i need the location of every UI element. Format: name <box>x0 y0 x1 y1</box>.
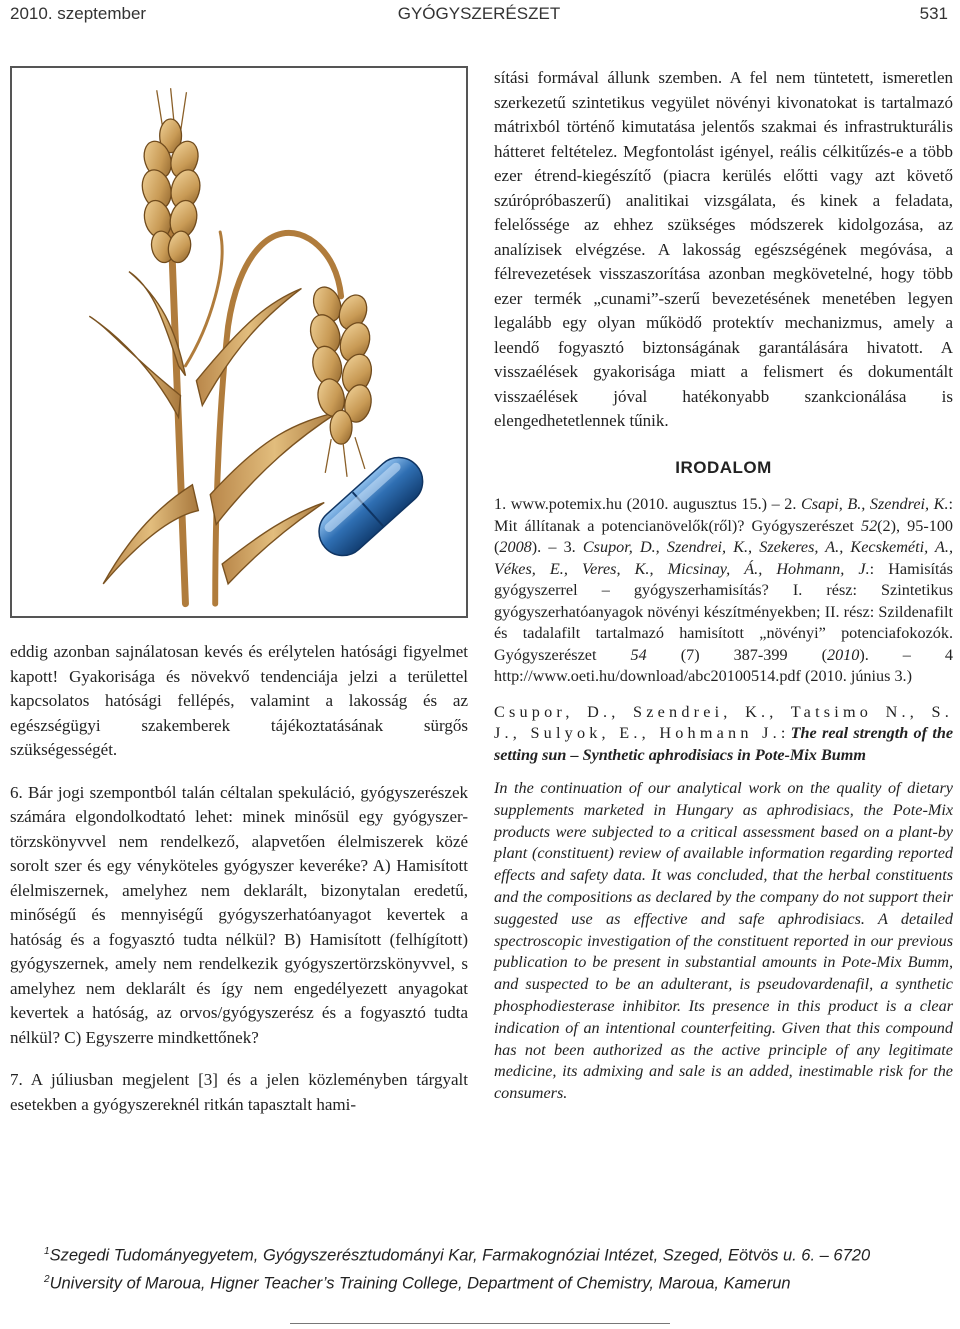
footnote-1-text: Szegedi Tudományegyetem, Gyógyszerésztudományi Kar, Farmakognóziai Intézet, Szeged, Eötvös u. 6. – 6720 <box>49 1246 871 1265</box>
footer-rule <box>290 1323 670 1324</box>
ref-1-text: 1. www.potemix.hu (2010. augusztus 15.) – 2. <box>494 495 801 513</box>
ref-3-authors: Csupor, D., Szendrei, K., Szekeres, A., Kecskeméti, A., Vékes, E., Veres, K., Micsinay, Á., Hohmann, J. <box>494 538 953 578</box>
ref-2-authors: Csapi, B., Szendrei, K. <box>800 495 949 513</box>
ref-2-volume: 52 <box>860 516 878 535</box>
left-paragraph-2: 6. Bár jogi szempontból talán céltalan spekuláció, gyógyszerészek számára elgondolkodtató lehet: minek minősül egy gyógyszer-törzskönyvvel nem rendelkező, alapvetően élelmiszerek közé sorolt szer és egy vényköteles gyógyszer keveréke? A) Hamisított élelmiszernek, amelyhez nem deklarált, bizonytalan eredetű, minőségű és mennyiségű gyógyszerhatóanyagot kevertek a hatóság és a fogyasztó tudta nélkül? B) Hamisított (felhígított) gyógyszernek, amely nem rendelkezik gyógyszertörzskönyvvel, s amelyhez nem deklarált és így nem engedélyezett anyagokat kevertek a hatóság, az orvos/gyógyszerész és a fogyasztó tudta nélkül? C) Egyszerre mindkettőnek? <box>10 782 468 1047</box>
right-column <box>494 66 953 1105</box>
header-page-number: 531 <box>919 4 948 23</box>
left-paragraph-1: eddig azonban sajnálatosan kevés és erélytelen hatósági figyelmet kapott! Gyakorisága és növekvő tendenciája jelzi a területtel kapcsolatos hatósági fellépés, valamint a lakosság és az egészségügyi szakemberek tájékoztatásának sürgős szükségességét. <box>10 642 468 759</box>
ref-2-text: : Mit állítanak a potencianövelők(ről)? Gyógyszerészet <box>494 495 953 535</box>
ref-2-issue: (2), 95-100 ( <box>494 516 954 556</box>
ref-3-year: 2010 <box>826 645 860 664</box>
illustration-svg <box>12 68 466 616</box>
running-header <box>10 2 948 28</box>
blue-capsule <box>309 448 432 566</box>
left-column <box>10 640 468 1117</box>
footnote-1 <box>44 1240 944 1268</box>
footnotes <box>44 1240 944 1295</box>
literature-heading: IRODALOM <box>675 457 772 477</box>
footnote-2 <box>44 1268 944 1296</box>
english-title: The real strength of the setting sun – Synthetic aphrodisiacs in Pote-Mix Bumm <box>494 724 954 764</box>
header-journal: GYÓGYSZERÉSZET <box>397 4 561 23</box>
right-paragraph-1: sítási formával állunk szemben. A fel nem tüntetett, ismeretlen szerkezetű szintetikus vegyület növényi kivonatokat is tartalmazó mátrixból történő kimutatása jelentős szakmai és infrastrukturális hátteret feltételez. Megfontolást igényel, reális célkitűzés-e a több ezer étrend-kiegészítő (piacra kerülés előtti vagy azt követő szúrópróbaszerű) analitikai vizsgálata, és kinek a feladata, felelőssége az ehhez szükséges módszerek kidolgozása, az analízisek elvégzése. A lakosság egészségének megóvása, a félrevezetések visszaszorítása azonban megkövetelné, hogy több ezer termék „cunami”-szerű bevezetésének menetében legyen legalább egy olyan működő protektív mechanizmus, amely a leendő fogyasztó biztonságának garantálására hivatott. A visszaélések gyakorisága miatt a felismert és dokumentált visszaélések jóval hatékonyabb szankcionálása is elengedhetetlennek tűnik. <box>494 68 953 430</box>
ref-2-end: ). – 3. <box>531 538 583 556</box>
english-abstract: In the continuation of our analytical work on the quality of dietary supplements marketed in Hungary as aphrodisiacs, the Pote-Mix products were subjected to a critical assessment based on a plant-by plant (constituent) review of available information regarding reported effects and safety data. It was concluded, that the herbal constituents and the compositions as declared by the company do not support their suggested use as effective and safe aphrodisiacs. A detailed spectroscopic investigation of the constituent reported in our previous publication to be present in substantial amounts in Pote-Mix Bumm, and suspected to be an adulterant, is pseudovardenafil, a synthetic phosphodiesterase inhibitor. Its presence in this product is a clear indication of an intentional counterfeiting. Given that this compound has not been authorized as the active principle of any legitimate medicine, its admixing and sale is an added, inestimable risk for the consumers. <box>494 779 953 1103</box>
footnote-2-text: University of Maroua, Higner Teacher’s Training College, Department of Chemistry, Maroua, Kamerun <box>49 1274 791 1292</box>
ref-3-text: : Hamisítás gyógyszerrel – gyógyszerhamisítás? I. rész: Szintetikus gyógyszerhatóanyagok növényi készítményekben; II. rész: Szildenafilt és tadalafilt tartalmazó hamisított „növényi” potenciafokozók. Gyógyszerészet <box>494 559 953 664</box>
wheat-ear-drooping <box>305 283 375 477</box>
left-paragraph-3: 7. A júliusban megjelent [3] és a jelen közleményben tárgyalt esetekben a gyógyszereknél ritkán tapasztalt hami- <box>10 1070 468 1114</box>
ref-3-end: ). – 4 http://www.oeti.hu/download/abc20100514.pdf (2010. június 3.) <box>494 645 954 685</box>
english-authors: Csupor, D., Szendrei, K., Tatsimo N., S. J., Sulyok, E., Hohmann J. <box>494 702 953 742</box>
header-date: 2010. szeptember <box>10 4 147 23</box>
wheat-capsule-illustration <box>10 66 468 618</box>
footnote-1-mark: 1 <box>44 1246 50 1257</box>
footnote-2-mark: 2 <box>44 1273 50 1285</box>
ref-2-year: 2008 <box>499 538 532 556</box>
ref-3-issue: (7) 387-399 ( <box>646 645 827 664</box>
english-citation: Csupor, D., Szendrei, K., Tatsimo N., S. J., Sulyok, E., Hohmann J.: The real strength of the setting sun – Synthetic aphrodisiacs in Pote-Mix Bumm <box>494 702 954 764</box>
reference-list <box>494 494 953 688</box>
ref-3-volume: 54 <box>630 645 647 664</box>
wheat-ear-upright <box>138 88 204 264</box>
